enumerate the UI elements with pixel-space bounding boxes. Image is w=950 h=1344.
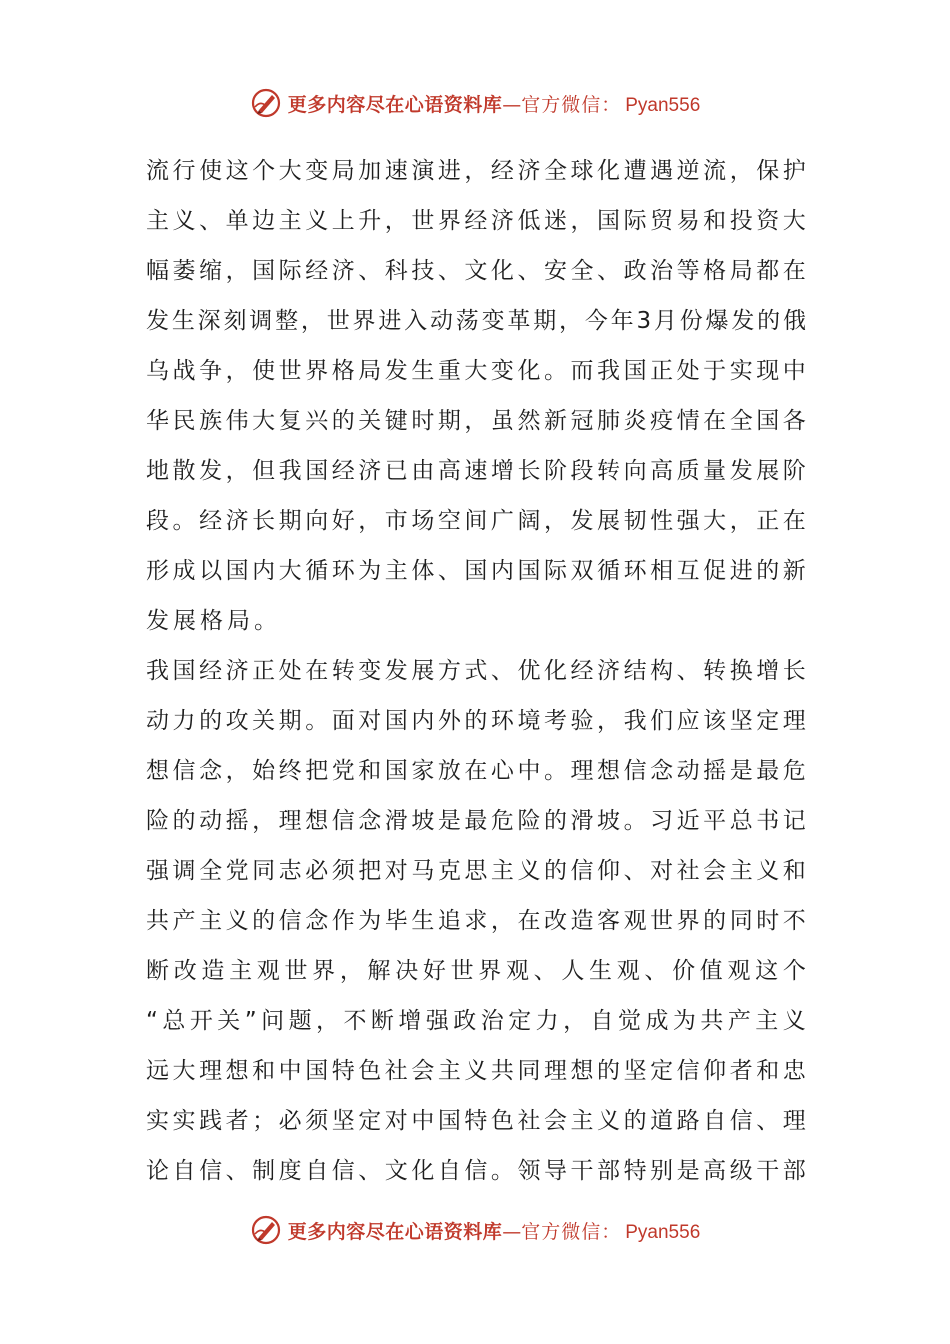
document-body — [146, 146, 806, 1196]
text-line: 实 实 践 者 ； 必 须 坚 定 对 中 国 特 色 社 会 主 义 的 道 路 自 信 、 理 — [146, 1108, 806, 1134]
text-line: 论 自 信 、 制 度 自 信 、 文 化 自 信 。 领 导 干 部 特 别 是 高 级 干 部 — [146, 1158, 806, 1184]
text-line: 动 力 的 攻 关 期 。 面 对 国 内 外 的 环 境 考 验 ， 我 们 应 该 坚 定 理 — [146, 708, 806, 734]
text-line: 华 民 族 伟 大 复 兴 的 关 键 时 期 ， 虽 然 新 冠 肺 炎 疫 情 在 全 国 各 — [146, 408, 806, 434]
text-line: 共 产 主 义 的 信 念 作 为 毕 生 追 求 ， 在 改 造 客 观 世 界 的 同 时 不 — [146, 908, 806, 934]
text-line: “ 总 开 关 ” 问 题 ， 不 断 增 强 政 治 定 力 ， 自 觉 成 为 共 产 主 义 — [146, 1008, 806, 1034]
watermark-id: Pyan556 — [625, 94, 701, 116]
text-line: 段 。 经 济 长 期 向 好 ， 市 场 空 间 广 阔 ， 发 展 韧 性 强 大 ， 正 在 — [146, 508, 806, 534]
text-line: 强 调 全 党 同 志 必 须 把 对 马 克 思 主 义 的 信 仰 、 对 社 会 主 义 和 — [146, 858, 806, 884]
header-watermark — [0, 83, 950, 123]
watermark-text — [288, 90, 701, 117]
text-line: 地 散 发 ， 但 我 国 经 济 已 由 高 速 增 长 阶 段 转 向 高 质 量 发 展 阶 — [146, 458, 806, 484]
watermark-main: 更多内容尽在心语资料库 — [287, 1220, 503, 1243]
text-line: 我 国 经 济 正 处 在 转 变 发 展 方 式 、 优 化 经 济 结 构 、 转 换 增 长 — [146, 658, 806, 684]
text-line: 幅 萎 缩 ， 国 际 经 济 、 科 技 、 文 化 、 安 全 、 政 治 等 格 局 都 在 — [146, 258, 806, 284]
pen-logo-icon — [250, 1214, 282, 1246]
text-line: 断 改 造 主 观 世 界 ， 解 决 好 世 界 观 、 人 生 观 、 价 值 观 这 个 — [146, 958, 806, 984]
text-line: 想 信 念 ， 始 终 把 党 和 国 家 放 在 心 中 。 理 想 信 念 动 摇 是 最 危 — [146, 758, 806, 784]
pen-logo-icon — [250, 87, 282, 119]
text-line: 主 义 、 单 边 主 义 上 升 ， 世 界 经 济 低 迷 ， 国 际 贸 易 和 投 资 大 — [146, 208, 806, 234]
watermark-dash: — — [502, 1220, 522, 1243]
text-line: 流 行 使 这 个 大 变 局 加 速 演 进 ， 经 济 全 球 化 遭 遇 逆 流 ， 保 护 — [146, 158, 806, 184]
text-line: 险 的 动 摇 ， 理 想 信 念 滑 坡 是 最 危 险 的 滑 坡 。 习 近 平 总 书 记 — [146, 808, 806, 834]
watermark-text — [288, 1217, 701, 1244]
watermark-sub: 官方微信： — [521, 1220, 622, 1243]
footer-watermark — [0, 1210, 950, 1250]
watermark-main: 更多内容尽在心语资料库 — [287, 93, 503, 116]
watermark-dash: — — [502, 93, 522, 116]
text-line: 发 展 格 局 。 — [146, 608, 277, 634]
text-line: 远 大 理 想 和 中 国 特 色 社 会 主 义 共 同 理 想 的 坚 定 信 仰 者 和 忠 — [146, 1058, 806, 1084]
watermark-sub: 官方微信： — [521, 93, 622, 116]
watermark-id: Pyan556 — [625, 1221, 701, 1243]
text-line: 乌 战 争 ， 使 世 界 格 局 发 生 重 大 变 化 。 而 我 国 正 处 于 实 现 中 — [146, 358, 806, 384]
text-line: 形 成 以 国 内 大 循 环 为 主 体 、 国 内 国 际 双 循 环 相 互 促 进 的 新 — [146, 558, 806, 584]
text-line: 发 生 深 刻 调 整 ， 世 界 进 入 动 荡 变 革 期 ， 今 年 3 月 份 爆 发 的 俄 — [146, 308, 806, 334]
